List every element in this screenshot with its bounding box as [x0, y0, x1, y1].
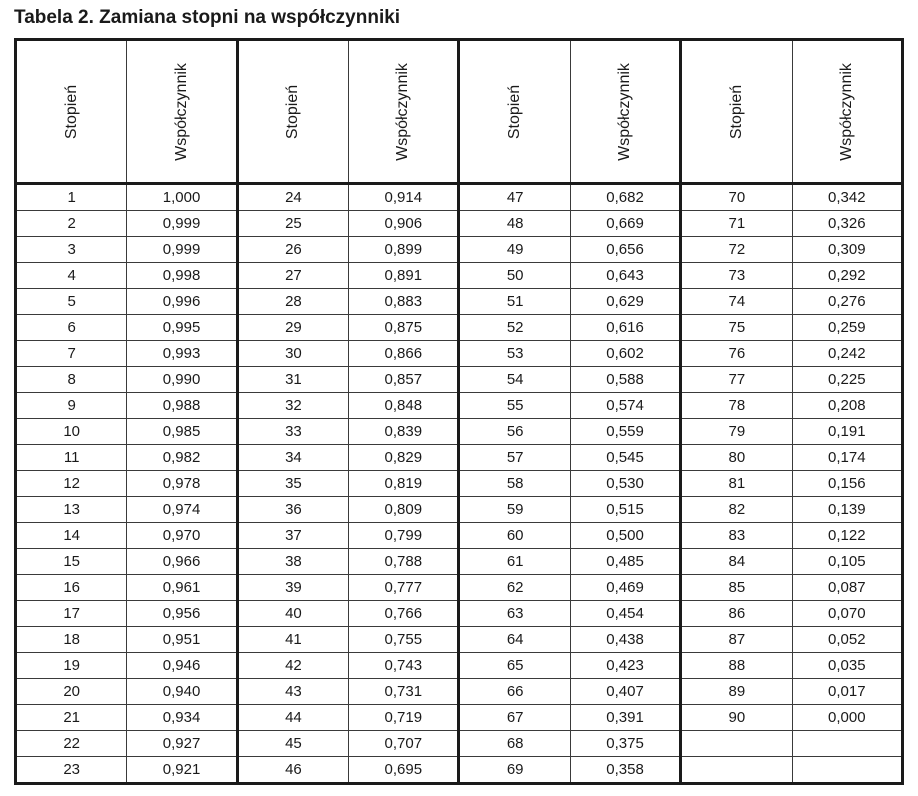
degree-cell: 59 [459, 497, 570, 523]
header-coefficient-label: Współczynnik [172, 62, 190, 161]
coefficient-cell: 0,174 [792, 445, 902, 471]
table-title: Tabela 2. Zamiana stopni na współczynniki [14, 7, 401, 28]
degree-cell: 82 [681, 497, 792, 523]
degree-cell: 52 [459, 315, 570, 341]
degree-cell: 13 [16, 497, 127, 523]
degree-cell: 43 [237, 679, 348, 705]
degree-cell: 9 [16, 393, 127, 419]
conversion-table [14, 38, 904, 785]
table-row [16, 601, 903, 627]
coefficient-cell: 0,643 [570, 263, 680, 289]
degree-cell: 31 [237, 367, 348, 393]
degree-cell: 79 [681, 419, 792, 445]
degree-cell: 7 [16, 341, 127, 367]
table-body [16, 184, 903, 784]
degree-cell: 73 [681, 263, 792, 289]
table-row [16, 653, 903, 679]
coefficient-cell: 0,225 [792, 367, 902, 393]
table-row [16, 289, 903, 315]
header-coefficient [570, 40, 680, 184]
coefficient-cell: 0,839 [349, 419, 459, 445]
coefficient-cell: 0,906 [349, 211, 459, 237]
degree-cell: 18 [16, 627, 127, 653]
degree-cell: 54 [459, 367, 570, 393]
degree-cell: 45 [237, 731, 348, 757]
coefficient-cell: 0,105 [792, 549, 902, 575]
coefficient-cell: 0,978 [127, 471, 237, 497]
degree-cell: 68 [459, 731, 570, 757]
coefficient-cell [792, 731, 902, 757]
coefficient-cell: 0,974 [127, 497, 237, 523]
coefficient-cell: 0,259 [792, 315, 902, 341]
coefficient-cell: 0,423 [570, 653, 680, 679]
header-degree-label: Stopień [727, 84, 745, 139]
header-degree [459, 40, 570, 184]
coefficient-cell: 0,809 [349, 497, 459, 523]
header-coefficient [127, 40, 237, 184]
coefficient-cell: 0,891 [349, 263, 459, 289]
degree-cell: 23 [16, 757, 127, 784]
table-row [16, 263, 903, 289]
coefficient-cell: 0,990 [127, 367, 237, 393]
degree-cell: 56 [459, 419, 570, 445]
degree-cell: 12 [16, 471, 127, 497]
coefficient-cell: 0,988 [127, 393, 237, 419]
degree-cell: 25 [237, 211, 348, 237]
degree-cell: 61 [459, 549, 570, 575]
table-row [16, 315, 903, 341]
coefficient-cell: 0,985 [127, 419, 237, 445]
coefficient-cell: 0,242 [792, 341, 902, 367]
degree-cell: 1 [16, 184, 127, 211]
degree-cell: 28 [237, 289, 348, 315]
degree-cell: 37 [237, 523, 348, 549]
coefficient-cell: 0,857 [349, 367, 459, 393]
table-row [16, 471, 903, 497]
coefficient-cell: 0,122 [792, 523, 902, 549]
header-coefficient-label: Współczynnik [394, 62, 412, 161]
table-row [16, 211, 903, 237]
coefficient-cell: 0,883 [349, 289, 459, 315]
degree-cell: 14 [16, 523, 127, 549]
coefficient-cell: 0,629 [570, 289, 680, 315]
coefficient-cell: 0,309 [792, 237, 902, 263]
degree-cell: 35 [237, 471, 348, 497]
table-row [16, 367, 903, 393]
degree-cell: 83 [681, 523, 792, 549]
coefficient-cell: 0,995 [127, 315, 237, 341]
degree-cell: 33 [237, 419, 348, 445]
degree-cell: 85 [681, 575, 792, 601]
coefficient-cell: 0,375 [570, 731, 680, 757]
coefficient-cell: 0,940 [127, 679, 237, 705]
header-coefficient-label: Współczynnik [616, 62, 634, 161]
table-row [16, 341, 903, 367]
coefficient-cell: 0,970 [127, 523, 237, 549]
coefficient-cell: 0,000 [792, 705, 902, 731]
coefficient-cell: 0,407 [570, 679, 680, 705]
degree-cell: 30 [237, 341, 348, 367]
header-degree-label: Stopień [62, 84, 80, 139]
header-coefficient-label: Współczynnik [837, 62, 855, 161]
table-row [16, 575, 903, 601]
coefficient-cell: 0,829 [349, 445, 459, 471]
table-row [16, 237, 903, 263]
degree-cell: 5 [16, 289, 127, 315]
coefficient-cell: 0,951 [127, 627, 237, 653]
coefficient-cell: 0,515 [570, 497, 680, 523]
header-coefficient [792, 40, 902, 184]
coefficient-cell: 0,616 [570, 315, 680, 341]
coefficient-cell: 0,342 [792, 184, 902, 211]
degree-cell: 76 [681, 341, 792, 367]
degree-cell [681, 757, 792, 784]
degree-cell: 32 [237, 393, 348, 419]
table-row [16, 679, 903, 705]
degree-cell: 39 [237, 575, 348, 601]
degree-cell: 77 [681, 367, 792, 393]
coefficient-cell: 1,000 [127, 184, 237, 211]
coefficient-cell: 0,052 [792, 627, 902, 653]
coefficient-cell: 0,087 [792, 575, 902, 601]
degree-cell: 11 [16, 445, 127, 471]
coefficient-cell: 0,956 [127, 601, 237, 627]
coefficient-cell: 0,961 [127, 575, 237, 601]
table-row [16, 419, 903, 445]
coefficient-cell: 0,999 [127, 211, 237, 237]
degree-cell: 62 [459, 575, 570, 601]
coefficient-cell: 0,848 [349, 393, 459, 419]
coefficient-cell: 0,682 [570, 184, 680, 211]
header-degree-label: Stopień [506, 84, 524, 139]
table-row [16, 184, 903, 211]
degree-cell: 78 [681, 393, 792, 419]
coefficient-cell: 0,927 [127, 731, 237, 757]
degree-cell: 4 [16, 263, 127, 289]
degree-cell: 27 [237, 263, 348, 289]
coefficient-cell: 0,819 [349, 471, 459, 497]
coefficient-cell: 0,391 [570, 705, 680, 731]
degree-cell: 90 [681, 705, 792, 731]
degree-cell: 63 [459, 601, 570, 627]
degree-cell: 48 [459, 211, 570, 237]
degree-cell: 58 [459, 471, 570, 497]
header-degree [16, 40, 127, 184]
coefficient-cell: 0,999 [127, 237, 237, 263]
degree-cell: 64 [459, 627, 570, 653]
degree-cell: 46 [237, 757, 348, 784]
degree-cell: 60 [459, 523, 570, 549]
degree-cell: 36 [237, 497, 348, 523]
degree-cell: 26 [237, 237, 348, 263]
coefficient-cell: 0,326 [792, 211, 902, 237]
table-row [16, 757, 903, 784]
degree-cell: 71 [681, 211, 792, 237]
coefficient-cell: 0,755 [349, 627, 459, 653]
table-row [16, 497, 903, 523]
coefficient-cell: 0,438 [570, 627, 680, 653]
header-degree [681, 40, 792, 184]
degree-cell [681, 731, 792, 757]
degree-cell: 74 [681, 289, 792, 315]
coefficient-cell: 0,208 [792, 393, 902, 419]
degree-cell: 8 [16, 367, 127, 393]
degree-cell: 66 [459, 679, 570, 705]
degree-cell: 72 [681, 237, 792, 263]
coefficient-cell: 0,485 [570, 549, 680, 575]
table-row [16, 445, 903, 471]
degree-cell: 41 [237, 627, 348, 653]
coefficient-cell: 0,719 [349, 705, 459, 731]
degree-cell: 53 [459, 341, 570, 367]
coefficient-cell: 0,588 [570, 367, 680, 393]
degree-cell: 69 [459, 757, 570, 784]
degree-cell: 57 [459, 445, 570, 471]
degree-cell: 70 [681, 184, 792, 211]
coefficient-cell: 0,358 [570, 757, 680, 784]
degree-cell: 75 [681, 315, 792, 341]
coefficient-cell: 0,191 [792, 419, 902, 445]
coefficient-cell: 0,946 [127, 653, 237, 679]
coefficient-cell: 0,669 [570, 211, 680, 237]
coefficient-cell: 0,777 [349, 575, 459, 601]
table-row [16, 731, 903, 757]
coefficient-cell: 0,070 [792, 601, 902, 627]
table-row [16, 705, 903, 731]
coefficient-cell: 0,276 [792, 289, 902, 315]
coefficient-cell: 0,035 [792, 653, 902, 679]
coefficient-cell: 0,695 [349, 757, 459, 784]
degree-cell: 67 [459, 705, 570, 731]
coefficient-cell: 0,707 [349, 731, 459, 757]
coefficient-cell: 0,574 [570, 393, 680, 419]
coefficient-cell: 0,743 [349, 653, 459, 679]
coefficient-cell: 0,914 [349, 184, 459, 211]
header-degree-label: Stopień [284, 84, 302, 139]
coefficient-cell: 0,292 [792, 263, 902, 289]
degree-cell: 40 [237, 601, 348, 627]
degree-cell: 50 [459, 263, 570, 289]
degree-cell: 49 [459, 237, 570, 263]
coefficient-cell: 0,545 [570, 445, 680, 471]
coefficient-cell: 0,799 [349, 523, 459, 549]
coefficient-cell: 0,934 [127, 705, 237, 731]
coefficient-cell: 0,966 [127, 549, 237, 575]
degree-cell: 20 [16, 679, 127, 705]
coefficient-cell: 0,899 [349, 237, 459, 263]
degree-cell: 88 [681, 653, 792, 679]
coefficient-cell: 0,921 [127, 757, 237, 784]
degree-cell: 21 [16, 705, 127, 731]
degree-cell: 51 [459, 289, 570, 315]
coefficient-cell: 0,469 [570, 575, 680, 601]
coefficient-cell: 0,017 [792, 679, 902, 705]
degree-cell: 22 [16, 731, 127, 757]
header-coefficient [349, 40, 459, 184]
degree-cell: 29 [237, 315, 348, 341]
coefficient-cell [792, 757, 902, 784]
degree-cell: 15 [16, 549, 127, 575]
coefficient-cell: 0,559 [570, 419, 680, 445]
degree-cell: 16 [16, 575, 127, 601]
degree-cell: 65 [459, 653, 570, 679]
coefficient-cell: 0,454 [570, 601, 680, 627]
degree-cell: 3 [16, 237, 127, 263]
coefficient-cell: 0,656 [570, 237, 680, 263]
table-row [16, 393, 903, 419]
degree-cell: 80 [681, 445, 792, 471]
degree-cell: 10 [16, 419, 127, 445]
coefficient-cell: 0,982 [127, 445, 237, 471]
degree-cell: 34 [237, 445, 348, 471]
table-row [16, 627, 903, 653]
table-row [16, 549, 903, 575]
degree-cell: 47 [459, 184, 570, 211]
coefficient-cell: 0,866 [349, 341, 459, 367]
coefficient-cell: 0,875 [349, 315, 459, 341]
table-row [16, 523, 903, 549]
coefficient-cell: 0,500 [570, 523, 680, 549]
degree-cell: 81 [681, 471, 792, 497]
coefficient-cell: 0,998 [127, 263, 237, 289]
coefficient-cell: 0,993 [127, 341, 237, 367]
degree-cell: 42 [237, 653, 348, 679]
coefficient-cell: 0,602 [570, 341, 680, 367]
degree-cell: 24 [237, 184, 348, 211]
degree-cell: 2 [16, 211, 127, 237]
coefficient-cell: 0,788 [349, 549, 459, 575]
degree-cell: 55 [459, 393, 570, 419]
coefficient-cell: 0,766 [349, 601, 459, 627]
degree-cell: 87 [681, 627, 792, 653]
degree-cell: 44 [237, 705, 348, 731]
coefficient-cell: 0,139 [792, 497, 902, 523]
coefficient-cell: 0,731 [349, 679, 459, 705]
degree-cell: 38 [237, 549, 348, 575]
degree-cell: 19 [16, 653, 127, 679]
degree-cell: 84 [681, 549, 792, 575]
degree-cell: 86 [681, 601, 792, 627]
coefficient-cell: 0,530 [570, 471, 680, 497]
header-row [16, 40, 903, 184]
coefficient-cell: 0,996 [127, 289, 237, 315]
degree-cell: 17 [16, 601, 127, 627]
coefficient-cell: 0,156 [792, 471, 902, 497]
degree-cell: 6 [16, 315, 127, 341]
header-degree [237, 40, 348, 184]
degree-cell: 89 [681, 679, 792, 705]
